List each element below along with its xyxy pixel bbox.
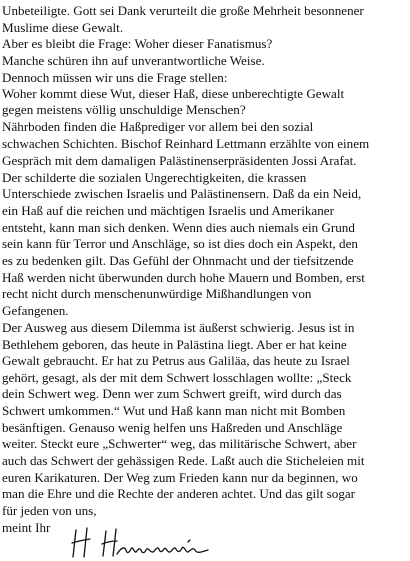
- text-line: Unterschiede zwischen Israelis und Palästinensern. Daß da ein Neid,: [2, 186, 362, 201]
- text-line: dein Schwert weg. Denn wer zum Schwert greift, wird durch das: [2, 386, 342, 401]
- text-line: auch das Schwert der gehässigen Rede. Laßt auch die Sticheleien mit: [2, 453, 365, 468]
- text-line: sein kann für Terror und Anschläge, so ist dies doch ein Aspekt, den: [2, 236, 358, 251]
- text-line: Gefangenen.: [2, 303, 69, 318]
- text-line: weiter. Steckt eure „Schwerter“ weg, das militärische Schwert, aber: [2, 436, 357, 451]
- text-line: recht nicht durch menschenunwürdige Mißhandlungen von: [2, 286, 312, 301]
- text-line: ein Haß auf die reichen und mächtigen Israelis und Amerikaner: [2, 203, 334, 218]
- text-line: Woher kommt diese Wut, dieser Haß, diese unberechtigte Gewalt: [2, 86, 345, 101]
- text-line: Haß werden nicht überwunden durch hohe Mauern und Bomben, erst: [2, 270, 365, 285]
- text-line: Manche schüren ihn auf unverantwortliche Weise.: [2, 53, 265, 68]
- text-line: es zu bedenken gilt. Das Gefühl der Ohnmacht und der tiefsitzende: [2, 253, 354, 268]
- text-line: Gespräch mit dem damaligen Palästinenserpräsidenten Jossi Arafat.: [2, 153, 357, 168]
- text-line: Gewalt gebraucht. Er hat zu Petrus aus Galiläa, das heute zu Israel: [2, 353, 350, 368]
- text-line: entsteht, kann man sich denken. Wenn dies auch niemals ein Grund: [2, 220, 355, 235]
- text-line: Schwert umkommen.“ Wut und Haß kann man nicht mit Bomben: [2, 403, 346, 418]
- text-line: man die Ehre und die Rechte der anderen achtet. Und das gilt sogar: [2, 486, 356, 501]
- text-line: meint Ihr: [2, 520, 51, 535]
- handwritten-signature: [70, 526, 215, 560]
- text-line: Unbeteiligte. Gott sei Dank verurteilt die große Mehrheit besonnener: [2, 3, 364, 18]
- text-line: Der Ausweg aus diesem Dilemma ist äußerst schwierig. Jesus ist in: [2, 320, 355, 335]
- text-line: Muslime diese Gewalt.: [2, 20, 124, 35]
- text-line: euren Karikaturen. Der Weg zum Frieden kann nur da beginnen, wo: [2, 470, 358, 485]
- text-line: Der schilderte die sozialen Ungerechtigkeiten, die krassen: [2, 170, 307, 185]
- text-line: gegen meistens völlig unschuldige Menschen?: [2, 102, 246, 117]
- text-line: für jeden von uns,: [2, 503, 97, 518]
- text-line: besänftigen. Genauso wenig helfen uns Haßreden und Anschläge: [2, 420, 343, 435]
- text-line: Dennoch müssen wir uns die Frage stellen:: [2, 70, 228, 85]
- text-line: gehört, gesagt, als der mit dem Schwert losschlagen wollte: „Steck: [2, 370, 352, 385]
- text-line: Bethlehem geboren, das heute in Palästina liegt. Aber er hat keine: [2, 337, 347, 352]
- text-line: schwachen Schichten. Bischof Reinhard Lettmann erzählte von einem: [2, 136, 370, 151]
- text-line: Nährboden finden die Haßprediger vor allem bei den sozial: [2, 119, 314, 134]
- text-line: Aber es bleibt die Frage: Woher dieser Fanatismus?: [2, 36, 273, 51]
